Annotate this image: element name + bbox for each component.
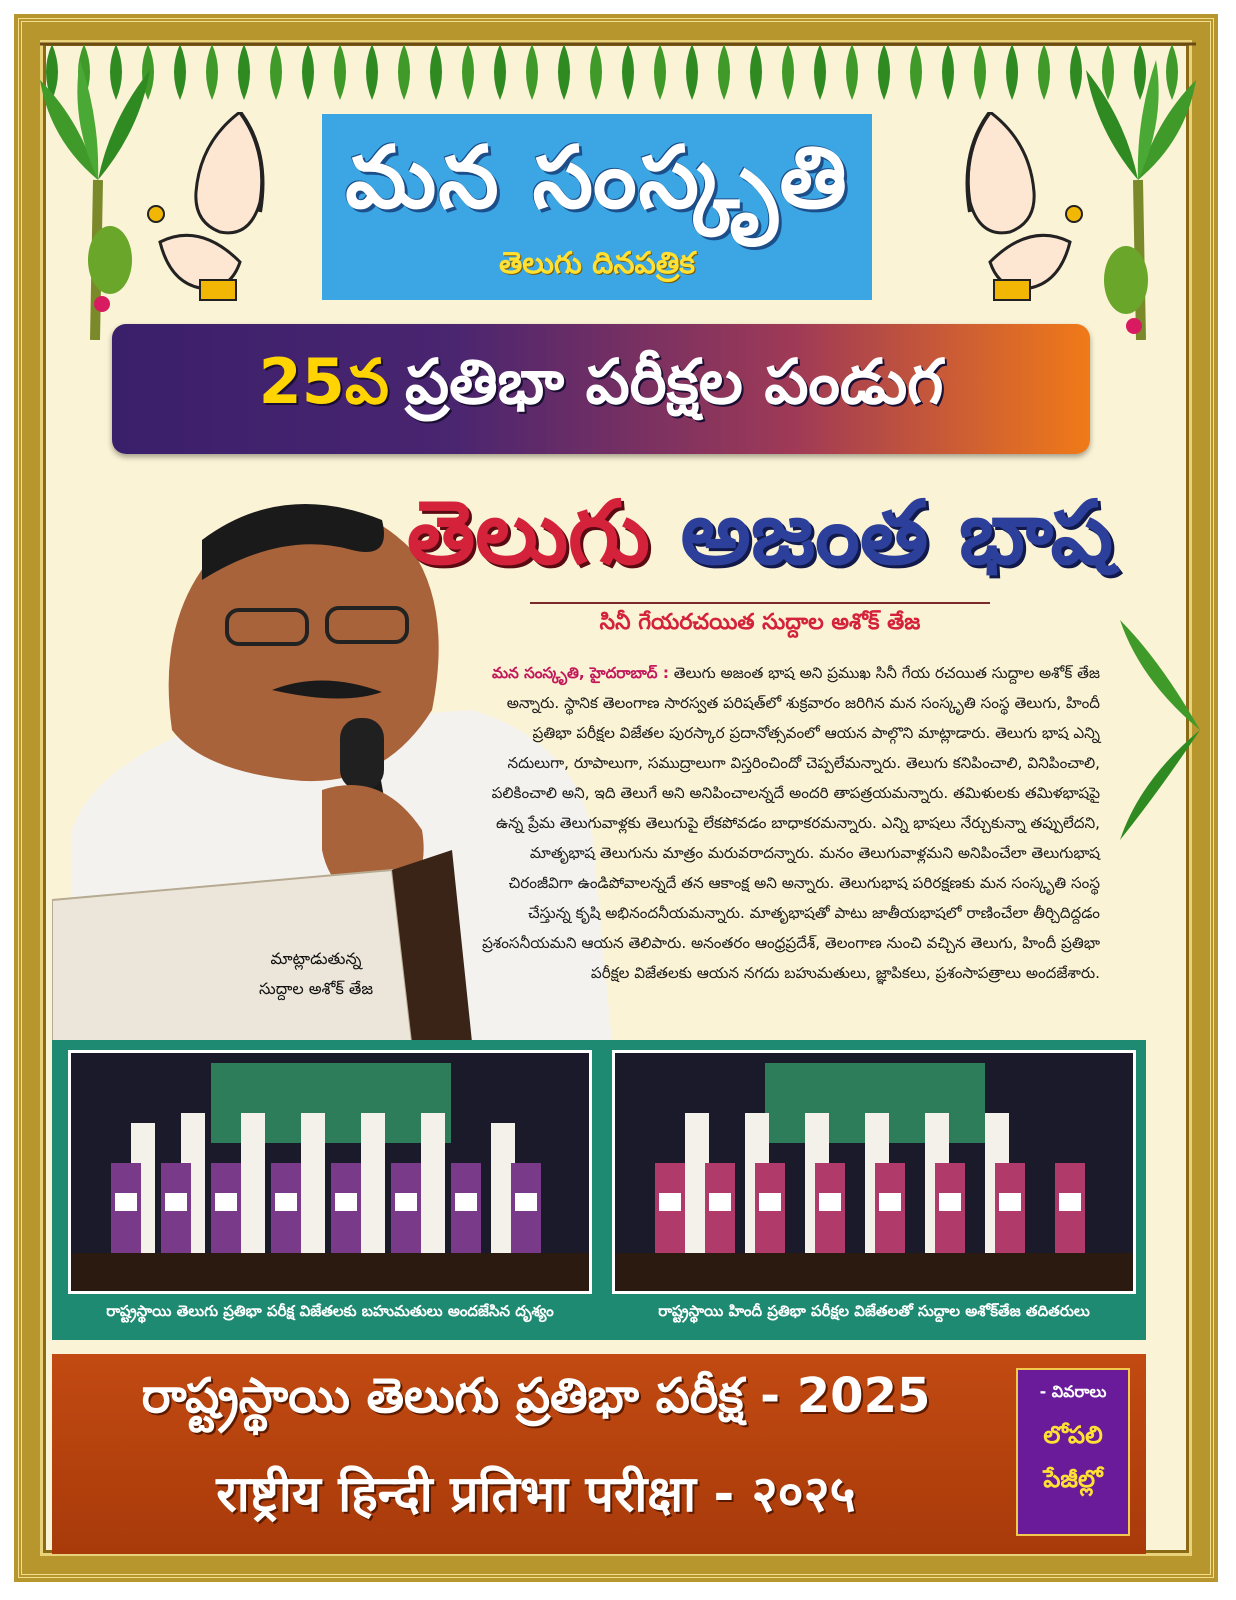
namaste-woman-left-icon (140, 112, 300, 322)
group-photo-telugu (71, 1053, 589, 1291)
garland-leaf (206, 44, 218, 100)
garland-leaf (1006, 44, 1018, 100)
details-pages: పేజీల్లో (1043, 1465, 1103, 1493)
garland-leaf (398, 44, 410, 100)
photo-section (52, 1040, 1146, 1340)
garland-leaf (494, 44, 506, 100)
garland-leaf (750, 44, 762, 100)
garland-leaf (622, 44, 634, 100)
details-label: - వివరాలు (1039, 1382, 1107, 1401)
details-inside: లోపలి (1043, 1421, 1103, 1449)
banner-text: ప్రతిభా పరీక్షల పండుగ (405, 345, 944, 418)
newspaper-masthead (322, 114, 872, 300)
article-text: తెలుగు అజంత భాష అని ప్రముఖ సినీ గేయ రచయిత సుద్దాల అశోక్ తేజ అన్నారు. స్థానిక తెలంగాణ సారస్వత పరిషత్‌లో శుక్రవారం జరిగిన మన సంస్కృతి సంస్థ తెలుగు, హిందీ ప్రతిభా పరీక్షల విజేతల పురస్కార ప్రదానోత్సవంలో ఆయన పాల్గొని మాట్లాడారు. తెలుగు భాష ఎన్ని నదులుగా, రూపాలుగా, సముద్రాలుగా విస్తరించిందో చెప్పలేమన్నారు. తెలుగు కనిపించాలి, వినిపించాలి, పలికించాలి అని, ఇది తెలుగే అని అనిపించాలన్నదే అందరి తాపత్రయమన్నారు. తమిళులకు తమిళభాషపై ఉన్న ప్రేమ తెలుగువాళ్లకు తెలుగుపై లేకపోవడం బాధాకరమన్నారు. ఎన్ని భాషలు నేర్చుకున్నా తప్పులేదని, మాతృభాష తెలుగును మాత్రం మరువరాదన్నారు. మనం తెలుగువాళ్లమని అనిపించేలా తెలుగుభాష చిరంజీవిగా ఉండిపోవాలన్నదే తన ఆకాంక్ష అని అన్నారు. తెలుగుభాష పరిరక్షణకు మన సంస్కృతి సంస్థ చేస్తున్న కృషి అభినందనీయమన్నారు. మాతృభాషతో పాటు జాతీయభాషలో రాణించేలా తీర్చిదిద్దడం ప్రశంసనీయమని ఆయన తెలిపారు. అనంతరం ఆంధ్రప్రదేశ్, తెలంగాణ నుంచి వచ్చిన తెలుగు, హిందీ ప్రతిభా పరీక్షల విజేతలకు ఆయన నగదు బహుమతులు, జ్ఞాపికలు, ప్రశంసాపత్రాలు అందజేశారు. (482, 664, 1100, 982)
photo-caption-telugu: రాష్ట్రస్థాయి తెలుగు ప్రతిభా పరీక్ష విజేతలకు బహుమతులు అందజేసిన దృశ్యం (106, 1302, 554, 1320)
garland-leaf (974, 44, 986, 100)
banana-tree-right (1086, 60, 1196, 340)
award-photo-hindi (612, 1050, 1136, 1294)
garland-leaf (270, 44, 282, 100)
garland-leaf (878, 44, 890, 100)
garland-leaf (558, 44, 570, 100)
garland-leaf (590, 44, 602, 100)
garland-leaf (174, 44, 186, 100)
festival-banner (112, 324, 1090, 454)
garland-leaf (942, 44, 954, 100)
telugu-exam-title: రాష్ట్రస్థాయి తెలుగు ప్రతిభా పరీక్ష - 2025 (141, 1368, 931, 1424)
garland-leaf (910, 44, 922, 100)
photo-caption-hindi: రాష్ట్రస్థాయి హిందీ ప్రతిభా పరీక్షల విజేతలతో సుద్దాల అశోక్‌తేజ తదితరులు (658, 1302, 1090, 1320)
garland-leaf (846, 44, 858, 100)
garland-leaf (302, 44, 314, 100)
garland-leaf (526, 44, 538, 100)
article-body (480, 658, 1100, 1030)
headline (400, 472, 1120, 592)
garland-leaf (366, 44, 378, 100)
garland-leaf (1070, 44, 1082, 100)
byline: సినీ గేయరచయిత సుద్దాల అశోక్ తేజ (599, 610, 921, 635)
mango-leaf-garland (40, 38, 1196, 108)
headline-word-ajanta: అజంత భాష (680, 480, 1114, 584)
garland-leaf (430, 44, 442, 100)
garland-leaf (238, 44, 250, 100)
newspaper-name: మన సంస్కృతి (345, 128, 849, 228)
garland-leaf (718, 44, 730, 100)
garland-leaf (686, 44, 698, 100)
speaker-caption (236, 944, 396, 1004)
banner-number: 25వ (258, 345, 389, 418)
garland-leaf (1038, 44, 1050, 100)
details-box (1016, 1368, 1130, 1536)
byline-rule (530, 602, 990, 604)
speaker-caption-line2: సుద్దాల అశోక్ తేజ (258, 979, 374, 998)
garland-leaf (654, 44, 666, 100)
banana-leaf-right (1120, 620, 1200, 840)
exam-announcement-banner (52, 1354, 1146, 1554)
speaker-caption-line1: మాట్లాడుతున్న (270, 949, 362, 968)
headline-word-telugu: తెలుగు (406, 480, 650, 584)
award-photo-telugu (68, 1050, 592, 1294)
namaste-woman-right-icon (930, 112, 1090, 322)
garland-leaf (462, 44, 474, 100)
banana-tree-left (40, 60, 150, 340)
article-dateline: మన సంస్కృతి, హైదరాబాద్ : (492, 664, 669, 682)
group-photo-hindi (615, 1053, 1133, 1291)
garland-leaf (334, 44, 346, 100)
newspaper-tagline: తెలుగు దినపత్రిక (499, 246, 695, 281)
hindi-exam-title: राष्ट्रीय हिन्दी प्रतिभा परीक्षा - २०२५ (216, 1465, 856, 1523)
garland-leaf (782, 44, 794, 100)
garland-leaf (814, 44, 826, 100)
